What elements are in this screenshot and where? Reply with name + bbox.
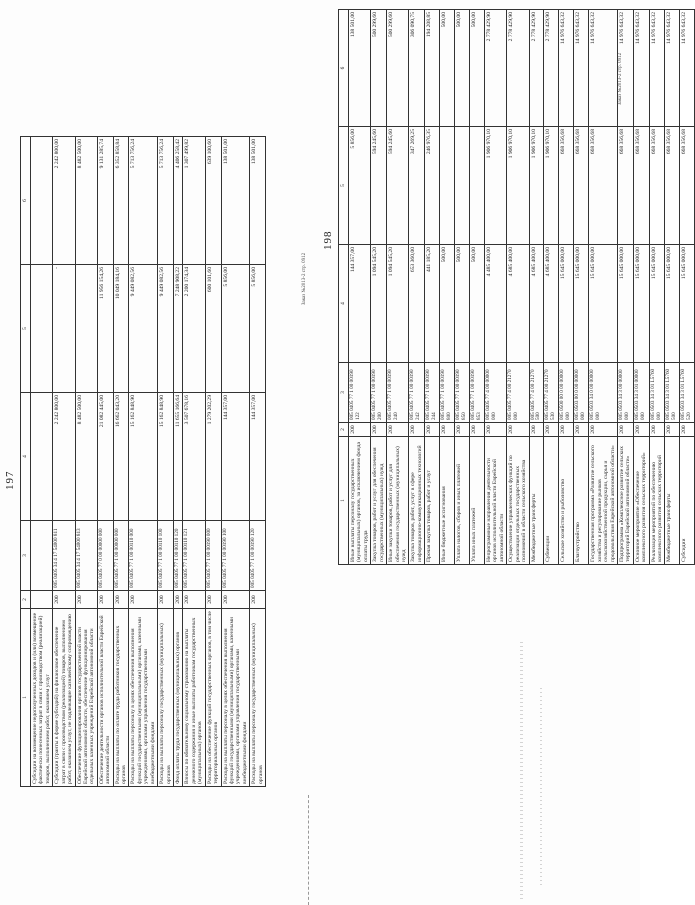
table-row [484,10,506,565]
unexecuted-amount: 2 778 429,90 [507,10,529,127]
row-name: Расходы на выплаты персоналу государственных (муниципальных) органов [158,609,174,787]
table-row [455,10,470,565]
table-row [250,137,266,787]
executed-amount: 347 269,25 [409,127,425,245]
unexecuted-amount: 2 778 429,90 [544,10,559,127]
budget-classification-code: 005 0405 77 1 00 00190 000 [205,521,221,591]
row-name: Взносы по обязательному социальному страхованию на выплаты денежного содержания и иные выплаты работникам государственных (муниципальных) органов [183,609,205,787]
approved-amount: 15 645 000,00 [574,245,589,363]
budget-classification-code: 005 0405 77 4 00 21270 530 [544,363,559,423]
budget-classification-code: 005 0405 77 4 00 00000 000 [484,363,506,423]
unexecuted-amount [31,137,53,265]
approved-amount: 15 645 000,00 [665,245,680,363]
budget-classification-code: 005 0405 77 1 00 00190 120 [250,521,266,591]
row-name: Благоустройство [574,437,589,565]
table-row [680,10,695,565]
row-name: Расходы на обеспечение функций государственных органов, в том числе территориальных органов [205,609,221,787]
row-name: Субвенции [544,437,559,565]
budget-classification-code: 005 0405 77 0 00 00000 000 [97,521,113,591]
approved-amount: 15 645 000,00 [617,245,633,363]
executed-amount: 246 976,35 [425,127,440,245]
budget-classification-code: 005 0405 77 1 00 00190 240 [387,363,409,423]
table-row [633,10,649,565]
table-row [574,10,589,565]
approved-amount: 3 507 678,16 [183,393,205,521]
budget-classification-code: 005 0405 77 1 00 00190 122 [349,363,371,423]
approved-amount: 15 645 000,00 [559,245,574,363]
table-row [589,10,618,565]
executed-amount [31,265,53,393]
row-name: Реализация мероприятий по обеспечению комплексного развития сельских территорий [649,437,665,565]
page-198 [320,0,693,905]
budget-classification-code: 005 0503 34 3 01 L5760 000 [649,363,665,423]
table-row [649,10,665,565]
row-code-200: 200 [53,591,75,609]
unexecuted-amount: 14 976 643,32 [589,10,618,127]
column-number: 3 [339,363,349,423]
approved-amount: 4 485 400,00 [484,245,506,363]
row-code-200: 200 [387,423,409,437]
executed-amount: 668 356,68 [559,127,574,245]
approved-amount: 500,00 [470,245,485,363]
unexecuted-amount: 2 778 429,90 [484,10,506,127]
executed-amount: 7 248 908,22 [174,265,183,393]
column-number: 6 [21,137,31,265]
executed-amount: 1 906 970,10 [529,127,544,245]
approved-amount: 4 685 400,00 [544,245,559,363]
executed-amount: 668 356,68 [574,127,589,245]
table-row [129,137,158,787]
approved-amount: 500,00 [455,245,470,363]
budget-classification-code: 005 0405 77 1 00 00190 242 [409,363,425,423]
executed-amount [440,127,455,245]
unexecuted-amount: 500 299,60 [371,10,387,127]
budget-classification-code: 005 0405 77 1 00 00190 853 [470,363,485,423]
executed-amount: 668 356,68 [589,127,618,245]
budget-classification-code: 005 0405 77 1 00 00190 850 [455,363,470,423]
budget-classification-code: 005 0500 00 0 00 00000 000 [559,363,574,423]
row-code-200: 200 [425,423,440,437]
row-name: Непрограммные направления деятельности органов исполнительной власти Еврейской автономной области [484,437,506,565]
executed-amount: 10 049 184,16 [113,265,129,393]
unexecuted-amount: 9 131 285,74 [97,137,113,265]
row-code-200: 200 [470,423,485,437]
executed-amount: - [53,265,75,393]
approved-amount: 1 094 545,20 [387,245,409,363]
budget-classification-code: 005 0405 77 1 00 00190 200 [371,363,387,423]
table-row [559,10,574,565]
table-row [409,10,425,565]
row-name: Уплата иных платежей [470,437,485,565]
unexecuted-amount: 5 713 756,24 [129,137,158,265]
row-name: Субсидии на возмещение недополученных доходов и (или) возмещение фактически понесенных затрат в связи с производством (реализацией) товаров, выполнением работ, оказанием услуг [31,609,53,787]
approved-amount: 1 094 545,20 [371,245,387,363]
row-name: Межбюджетные трансферты [665,437,680,565]
approved-amount: 144 357,00 [250,393,266,521]
approved-amount: 8 482 500,00 [75,393,97,521]
row-code-200 [31,591,53,609]
unexecuted-amount: 8 482 500,00 [75,137,97,265]
approved-amount: 4 685 400,00 [507,245,529,363]
column-number: 2 [21,591,31,609]
row-code-200: 200 [113,591,129,609]
row-code-200: 200 [158,591,174,609]
row-code-200: 200 [371,423,387,437]
approved-amount: 441 185,20 [425,245,440,363]
table-row [425,10,440,565]
table-row [221,137,250,787]
budget-classification-code: 005 0503 34 0 00 00000 000 [589,363,618,423]
executed-amount: 668 356,68 [649,127,665,245]
column-number: 5 [339,127,349,245]
row-name: Фонд оплаты труда государственных (муниципальных) органов [174,609,183,787]
row-code-200: 200 [455,423,470,437]
divider [308,795,309,905]
row-name: Расходы на выплаты персоналу государственных (муниципальных) органов [250,609,266,787]
row-code-200: 200 [440,423,455,437]
executed-amount [455,127,470,245]
row-name: Расходы на выплаты по оплате труда работников государственных органов [113,609,129,787]
executed-amount: 9 449 082,56 [129,265,158,393]
table-row [205,137,221,787]
row-code-200: 200 [649,423,665,437]
executed-amount: 668 356,68 [617,127,633,245]
approved-amount: 15 162 848,90 [158,393,174,521]
table-header-row [339,10,349,565]
table-row [174,137,183,787]
executed-amount: 594 245,60 [371,127,387,245]
approved-amount: 4 685 400,00 [529,245,544,363]
column-number: 1 [21,609,31,787]
budget-classification-code: 005 0405 34 4 17 54000 811 [53,521,75,591]
column-number: 6 [339,10,349,127]
row-code-200: 200 [574,423,589,437]
row-name: Подпрограмма «Комплексное развитие сельских территорий Еврейской автономной области» [617,437,633,565]
row-code-200: 200 [205,591,221,609]
row-code-200: 200 [680,423,695,437]
budget-classification-code: 005 0503 34 3 01 00000 000 [633,363,649,423]
executed-amount: 9 449 082,56 [158,265,174,393]
budget-table-right [338,9,695,565]
table-row [349,10,371,565]
unexecuted-amount: 138 501,00 [250,137,266,265]
executed-amount: 5 856,00 [349,127,371,245]
executed-amount: 668 356,68 [633,127,649,245]
table-row [75,137,97,787]
budget-classification-code: 005 0405 77 1 00 00190 800 [440,363,455,423]
footer-note: Заказ №2013-2 стр. 0912 [618,52,623,105]
executed-amount: 1 906 970,10 [484,127,506,245]
unexecuted-amount: 500 299,60 [387,10,409,127]
table-row [97,137,113,787]
unexecuted-amount: 14 976 643,32 [559,10,574,127]
executed-amount [75,265,97,393]
column-number: 3 [21,521,31,591]
table-row [158,137,174,787]
unexecuted-amount: 1 307 499,82 [183,137,205,265]
footer-note: Заказ №2013-2 стр. 0912 [302,252,307,305]
approved-amount: 15 645 000,00 [680,245,695,363]
row-code-200: 200 [174,591,183,609]
row-name: Закупка товаров, работ и услуг для обеспечения государственных (муниципальных) нужд [371,437,387,565]
approved-amount [31,393,53,521]
row-name: Расходы на выплаты персоналу в целях обеспечения выполнения функций государственными (муниципальными) органами, казенными учреждениями, органами управления государственными внебюджетными фондами [129,609,158,787]
unexecuted-amount: 6 352 858,84 [113,137,129,265]
column-number: 4 [21,393,31,521]
approved-amount: 144 357,00 [221,393,250,521]
unexecuted-amount: 500,00 [470,10,485,127]
approved-amount: 11 655 166,64 [174,393,183,521]
table-row [113,137,129,787]
column-number: 4 [339,245,349,363]
row-name: Основное мероприятие «Обеспечение комплексного развития сельских территорий» [633,437,649,565]
unexecuted-amount: 14 976 643,32 [649,10,665,127]
row-code-200: 200 [507,423,529,437]
row-code-200: 200 [75,591,97,609]
table-row [440,10,455,565]
approved-amount: 16 662 043,20 [113,393,129,521]
row-code-200: 200 [529,423,544,437]
row-name: Иные бюджетные ассигнования [440,437,455,565]
row-code-200: 200 [589,423,618,437]
executed-amount: 668 356,68 [680,127,695,245]
row-code-200: 200 [484,423,506,437]
row-name: Иные выплаты персоналу государственных (муниципальных) органов, за исключением фонда оплаты труда [349,437,371,565]
approved-amount: 1 279 202,29 [205,393,221,521]
executed-amount: 11 956 154,26 [97,265,113,393]
unexecuted-amount: 4 406 258,42 [174,137,183,265]
executed-amount: 2 200 174,34 [183,265,205,393]
column-number: 5 [21,265,31,393]
executed-amount: 5 856,00 [250,265,266,393]
unexecuted-amount: 14 976 643,32 [665,10,680,127]
budget-classification-code: 005 0405 77 4 00 21270 500 [529,363,544,423]
approved-amount: 15 162 848,90 [129,393,158,521]
row-name: Прочая закупка товаров, работ и услуг [425,437,440,565]
executed-amount [470,127,485,245]
page-number: 197 [4,470,16,490]
executed-amount: 1 906 970,10 [544,127,559,245]
executed-amount: 5 856,00 [221,265,250,393]
unexecuted-amount: 14 976 643,32 [617,10,633,127]
approved-amount: 500,00 [440,245,455,363]
budget-classification-code: 005 0503 34 3 01 L5760 500 [665,363,680,423]
executed-amount: 600 101,60 [205,265,221,393]
row-name: Иные закупки товаров, работ и услуг для обеспечения государственных (муниципальных) нужд [387,437,409,565]
budget-classification-code: 005 0503 00 0 00 00000 000 [574,363,589,423]
budget-classification-code: 005 0405 77 1 00 00110 120 [174,521,183,591]
budget-classification-code: 005 0405 77 1 00 00110 000 [129,521,158,591]
budget-classification-code: 005 0405 77 1 00 00000 000 [113,521,129,591]
column-number: 1 [339,437,349,565]
table-row [387,10,409,565]
executed-amount: 594 245,60 [387,127,409,245]
row-name: Обеспечение деятельности органов исполнительной власти Еврейской автономной области [97,609,113,787]
row-code-200: 200 [665,423,680,437]
budget-table-left [20,136,266,787]
page-197 [0,0,320,905]
approved-amount: 15 645 000,00 [589,245,618,363]
table-row [665,10,680,565]
row-name: Расходы на выплаты персоналу в целях обеспечения выполнения функций государственными (муниципальными) органами, казенными учреждениями, органами управления государственными внебюджетными фондами [221,609,250,787]
budget-classification-code: 005 0405 77 4 00 21270 000 [507,363,529,423]
row-code-200: 200 [617,423,633,437]
row-name: Уплата налогов, сборов и иных платежей [455,437,470,565]
row-name: Межбюджетные трансферты [529,437,544,565]
table-row [529,10,544,565]
approved-amount: 653 360,00 [409,245,425,363]
unexecuted-amount: 5 713 756,24 [158,137,174,265]
budget-classification-code [31,521,53,591]
unexecuted-amount: 138 501,00 [349,10,371,127]
row-code-200: 200 [97,591,113,609]
approved-amount: 15 645 000,00 [649,245,665,363]
table-row [470,10,485,565]
scan-noise [520,639,523,899]
budget-classification-code: 005 0503 34 3 01 L5760 520 [680,363,695,423]
table-row [507,10,529,565]
budget-classification-code: 005 0405 34 4 17 54000 813 [75,521,97,591]
budget-classification-code: 005 0405 77 1 00 00190 100 [221,521,250,591]
unexecuted-amount: 639 100,60 [205,137,221,265]
table-row [183,137,205,787]
row-name: Закупка товаров, работ, услуг в сфере информационно-коммуникационных технологий [409,437,425,565]
unexecuted-amount: 500,00 [455,10,470,127]
approved-amount: 15 645 000,00 [633,245,649,363]
row-code-200: 200 [250,591,266,609]
page-number: 198 [322,230,334,250]
unexecuted-amount: 14 976 643,32 [680,10,695,127]
row-code-200: 200 [129,591,158,609]
approved-amount: 21 082 445,00 [97,393,113,521]
unexecuted-amount: 14 976 643,32 [633,10,649,127]
row-name: Обеспечение функционирования органов государственной власти Еврейской автономной области, обеспечение функционирования отдельных казенных учреждений Еврейской автономной области [75,609,97,787]
unexecuted-amount: 2 778 429,90 [529,10,544,127]
budget-classification-code: 005 0405 77 1 00 00110 121 [183,521,205,591]
column-number: 2 [339,423,349,437]
table-row [544,10,559,565]
row-name: Осуществление управленческих функций по реализации отдельных государственных полномочий в области сельского хозяйства [507,437,529,565]
table-row [31,137,53,787]
row-name: Субсидии (гранты в форме субсидий) на финансовое обеспечение затрат в связи с производством (реализацией) товаров, выполнением работ, оказанием услуг, не подлежащие казначейскому сопровождению [53,609,75,787]
row-name: Государственная программа «Развитие сельского хозяйства и регулирование рынков сельскохозяйственной продукции, сырья и продовольствия Еврейской автономной области» [589,437,618,565]
approved-amount: 144 357,00 [349,245,371,363]
row-code-200: 200 [544,423,559,437]
row-name: Сельское хозяйство и рыболовство [559,437,574,565]
unexecuted-amount: 138 501,00 [221,137,250,265]
row-code-200: 200 [409,423,425,437]
row-code-200: 200 [183,591,205,609]
table-row [53,137,75,787]
budget-classification-code: 005 0503 34 3 00 00000 000 [617,363,633,423]
unexecuted-amount: 306 090,75 [409,10,425,127]
table-row [371,10,387,565]
unexecuted-amount: 500,00 [440,10,455,127]
unexecuted-amount: 194 208,85 [425,10,440,127]
row-code-200: 200 [633,423,649,437]
table-header-row [21,137,31,787]
row-name: Субсидии [680,437,695,565]
scan-noise [540,685,542,885]
row-code-200: 200 [221,591,250,609]
unexecuted-amount: 2 242 800,00 [53,137,75,265]
row-code-200: 200 [349,423,371,437]
executed-amount: 1 906 970,10 [507,127,529,245]
row-code-200: 200 [559,423,574,437]
unexecuted-amount: 14 976 643,32 [574,10,589,127]
approved-amount: 2 242 800,00 [53,393,75,521]
budget-classification-code: 005 0405 77 1 00 00110 100 [158,521,174,591]
budget-classification-code: 005 0405 77 1 00 00190 244 [425,363,440,423]
executed-amount: 668 356,68 [665,127,680,245]
